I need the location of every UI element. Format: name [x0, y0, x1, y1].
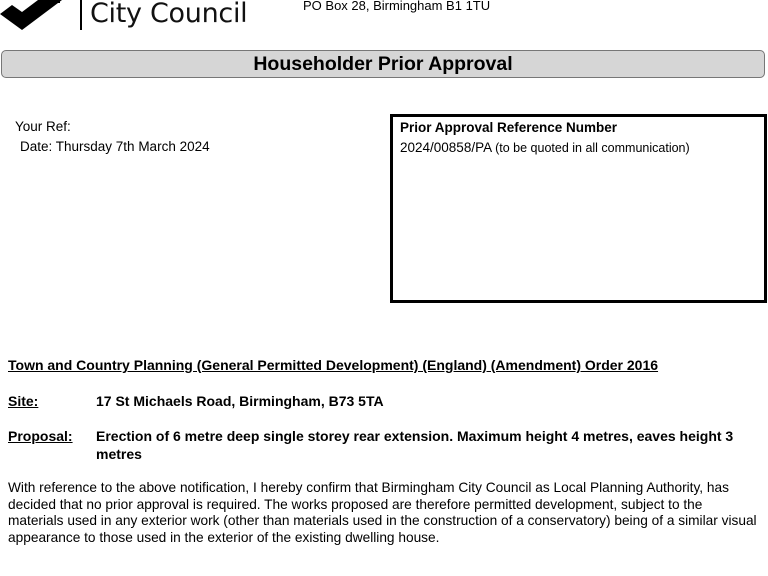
reference-number-line [400, 139, 690, 157]
site-value: 17 St Michaels Road, Birmingham, B73 5TA [96, 393, 384, 409]
proposal-value: Erection of 6 metre deep single storey rear extension. Maximum height 4 metres, eaves height 3 metres [96, 428, 734, 462]
decision-paragraph: With reference to the above notification, I hereby confirm that Birmingham City Council as Local Planning Authority, has decided that no prior approval is required. The works proposed are therefore permitted development, subject to the materials used in any exterior work (other than materials used in the construction of a conservatory) being of a similar visual appearance to those used in the exterior of the existing dwelling house. [8, 480, 757, 545]
your-ref-label: Your Ref: [15, 119, 71, 134]
council-address: PO Box 28, Birmingham B1 1TU [303, 0, 491, 13]
birmingham-logo-mark-icon [0, 0, 70, 30]
council-logo [0, 0, 290, 40]
site-label: Site: [8, 393, 39, 409]
document-title-bar [1, 50, 765, 78]
reference-number: 2024/00858/PA [400, 140, 492, 155]
reference-note: (to be quoted in all communication) [495, 141, 690, 155]
reference-box-title: Prior Approval Reference Number [400, 120, 618, 135]
logo-divider [80, 0, 82, 30]
logo-text: City Council [90, 0, 248, 29]
order-heading: Town and Country Planning (General Permitted Development) (England) (Amendment) Order 2016 [8, 357, 659, 373]
prior-approval-reference-box [390, 114, 767, 303]
proposal-label: Proposal: [8, 428, 73, 444]
letter-date: Date: Thursday 7th March 2024 [20, 139, 210, 154]
document-title: Householder Prior Approval [253, 52, 513, 75]
